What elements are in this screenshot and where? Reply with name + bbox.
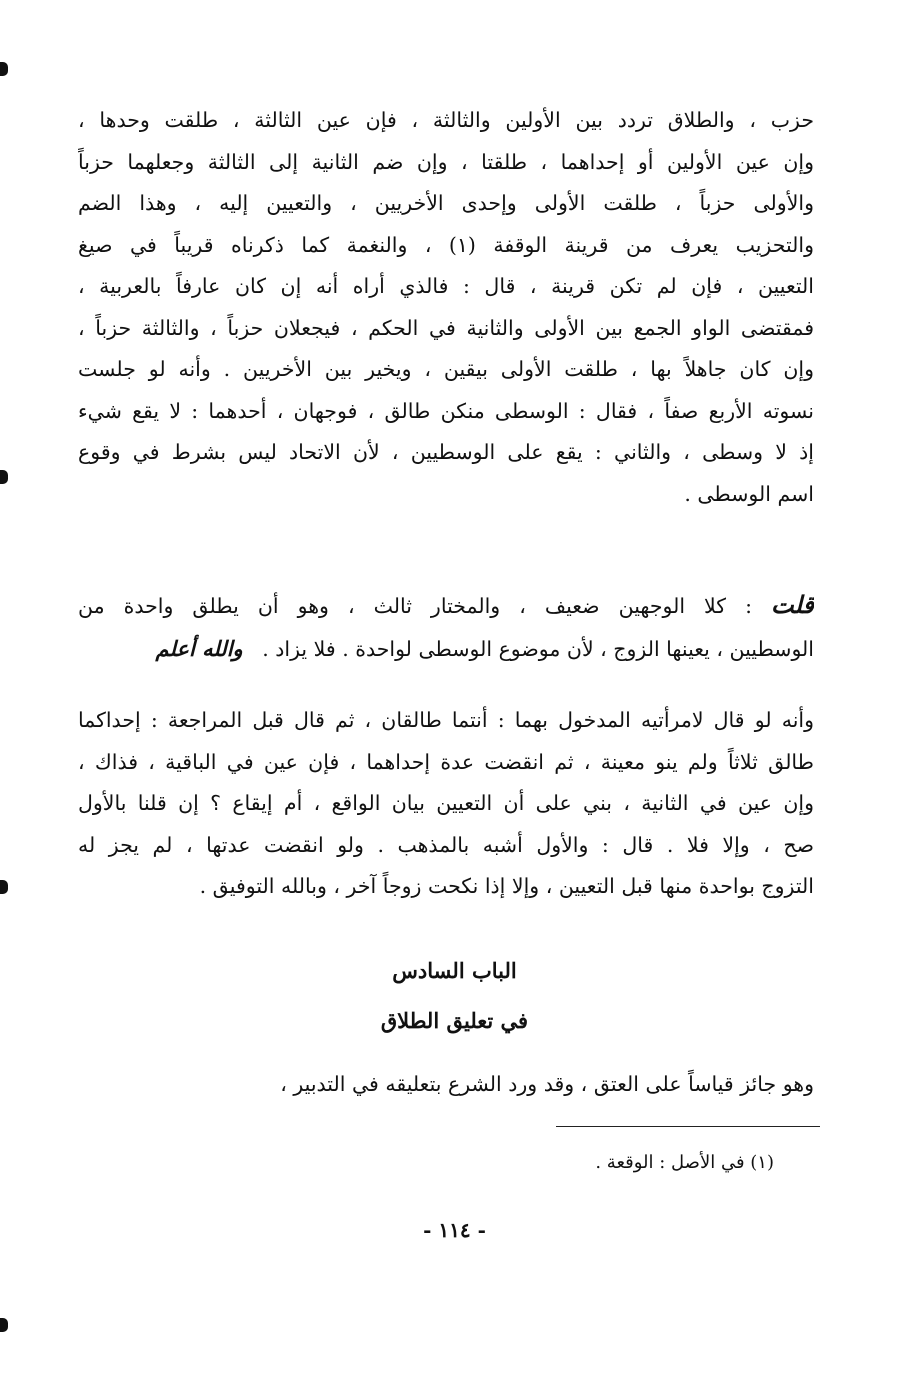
text-line: التعيين ، فإن لم تكن قرينة ، قال : فالذي أراه أنه إن كان عارفاً بالعربية ، bbox=[78, 274, 814, 298]
chapter-subtitle: في تعليق الطلاق bbox=[380, 1008, 529, 1033]
text-fragment: الوسطيين ، يعينها الزوج ، لأن موضوع الوسطى لواحدة . فلا يزاد . bbox=[262, 636, 814, 661]
text-line: والأولى حزباً ، طلقت الأولى وإحدى الأخريين ، والتعيين إليه ، وهذا الضم bbox=[78, 191, 814, 215]
paragraph-4 bbox=[78, 1064, 814, 1106]
text-line: طالق ثلاثاً ولم ينو معينة ، ثم انقضت عدة إحداهما ، فإن عين في الباقية ، فذاك ، bbox=[78, 749, 814, 774]
text-line: نسوته الأربع صفاً ، فقال : الوسطى منكن طالق ، فوجهان ، أحدهما : لا يقع شيء bbox=[78, 398, 814, 423]
page-number: - ١١٤ - bbox=[423, 1218, 486, 1242]
text-line: وأنه لو قال لامرأتيه المدخول بهما : أنتما طالقان ، ثم قال قبل المراجعة : إحداكما bbox=[78, 708, 814, 732]
text-line: صح ، وإلا فلا . قال : والأول أشبه بالمذهب . ولو انقضت عدتها ، لم يجز له bbox=[78, 832, 814, 857]
text-fragment: : كلا الوجهين ضعيف ، والمختار ثالث ، وهو أن يطلق واحدة من bbox=[78, 594, 772, 618]
text-line: وإن كان جاهلاً بها ، طلقت الأولى بيقين ، ويخير بين الأخريين . وأنه لو جلست bbox=[78, 357, 814, 381]
chapter-title: الباب السادس bbox=[392, 958, 517, 983]
text-line: إذ لا وسطى ، والثاني : يقع على الوسطيين ، لأن الاتحاد ليس بشرط في وقوع bbox=[78, 440, 814, 464]
text-line: والتحزيب يعرف من قرينة الوقفة (١) ، والنغمة كما ذكرناه قريباً في صيغ bbox=[78, 232, 814, 257]
footnote-divider bbox=[556, 1126, 820, 1127]
text-line: التزوج بواحدة منها قبل التعيين ، وإلا إذا نكحت زوجاً آخر ، وبالله التوفيق . bbox=[199, 874, 814, 898]
paragraph-1 bbox=[78, 100, 814, 515]
text-line bbox=[78, 628, 814, 671]
text-line: وإن عين الأولين أو إحداهما ، طلقتا ، وإن ضم الثانية إلى الثالثة وجعلهما حزباً bbox=[78, 149, 814, 174]
scan-edge-mark bbox=[0, 470, 8, 484]
text-line: وهو جائز قياساً على العتق ، وقد ورد الشرع بتعليقه في التدبير ، bbox=[280, 1072, 814, 1096]
footnote: (١) في الأصل : الوقعة . bbox=[595, 1152, 774, 1173]
text-line: فمقتضى الواو الجمع بين الأولى والثانية في الحكم ، فيجعلان حزباً ، والثالثة حزباً ، bbox=[78, 315, 814, 340]
scan-edge-mark bbox=[0, 62, 8, 76]
text-line: حزب ، والطلاق تردد بين الأولين والثالثة ، فإن عين الثالثة ، طلقت وحدها ، bbox=[78, 108, 814, 132]
lead-word: قلت bbox=[771, 590, 814, 619]
text-line: وإن عين في الثانية ، بني على أن التعيين بيان الواقع ، أم إيقاع ؟ إن قلنا بالأول bbox=[78, 791, 814, 815]
scan-edge-mark bbox=[0, 880, 8, 894]
paragraph-2 bbox=[78, 584, 814, 670]
text-line bbox=[78, 584, 814, 628]
paragraph-3 bbox=[78, 700, 814, 908]
scan-edge-mark bbox=[0, 1318, 8, 1332]
text-line: اسم الوسطى . bbox=[684, 481, 814, 506]
closing-phrase: والله أعلم bbox=[155, 635, 243, 661]
